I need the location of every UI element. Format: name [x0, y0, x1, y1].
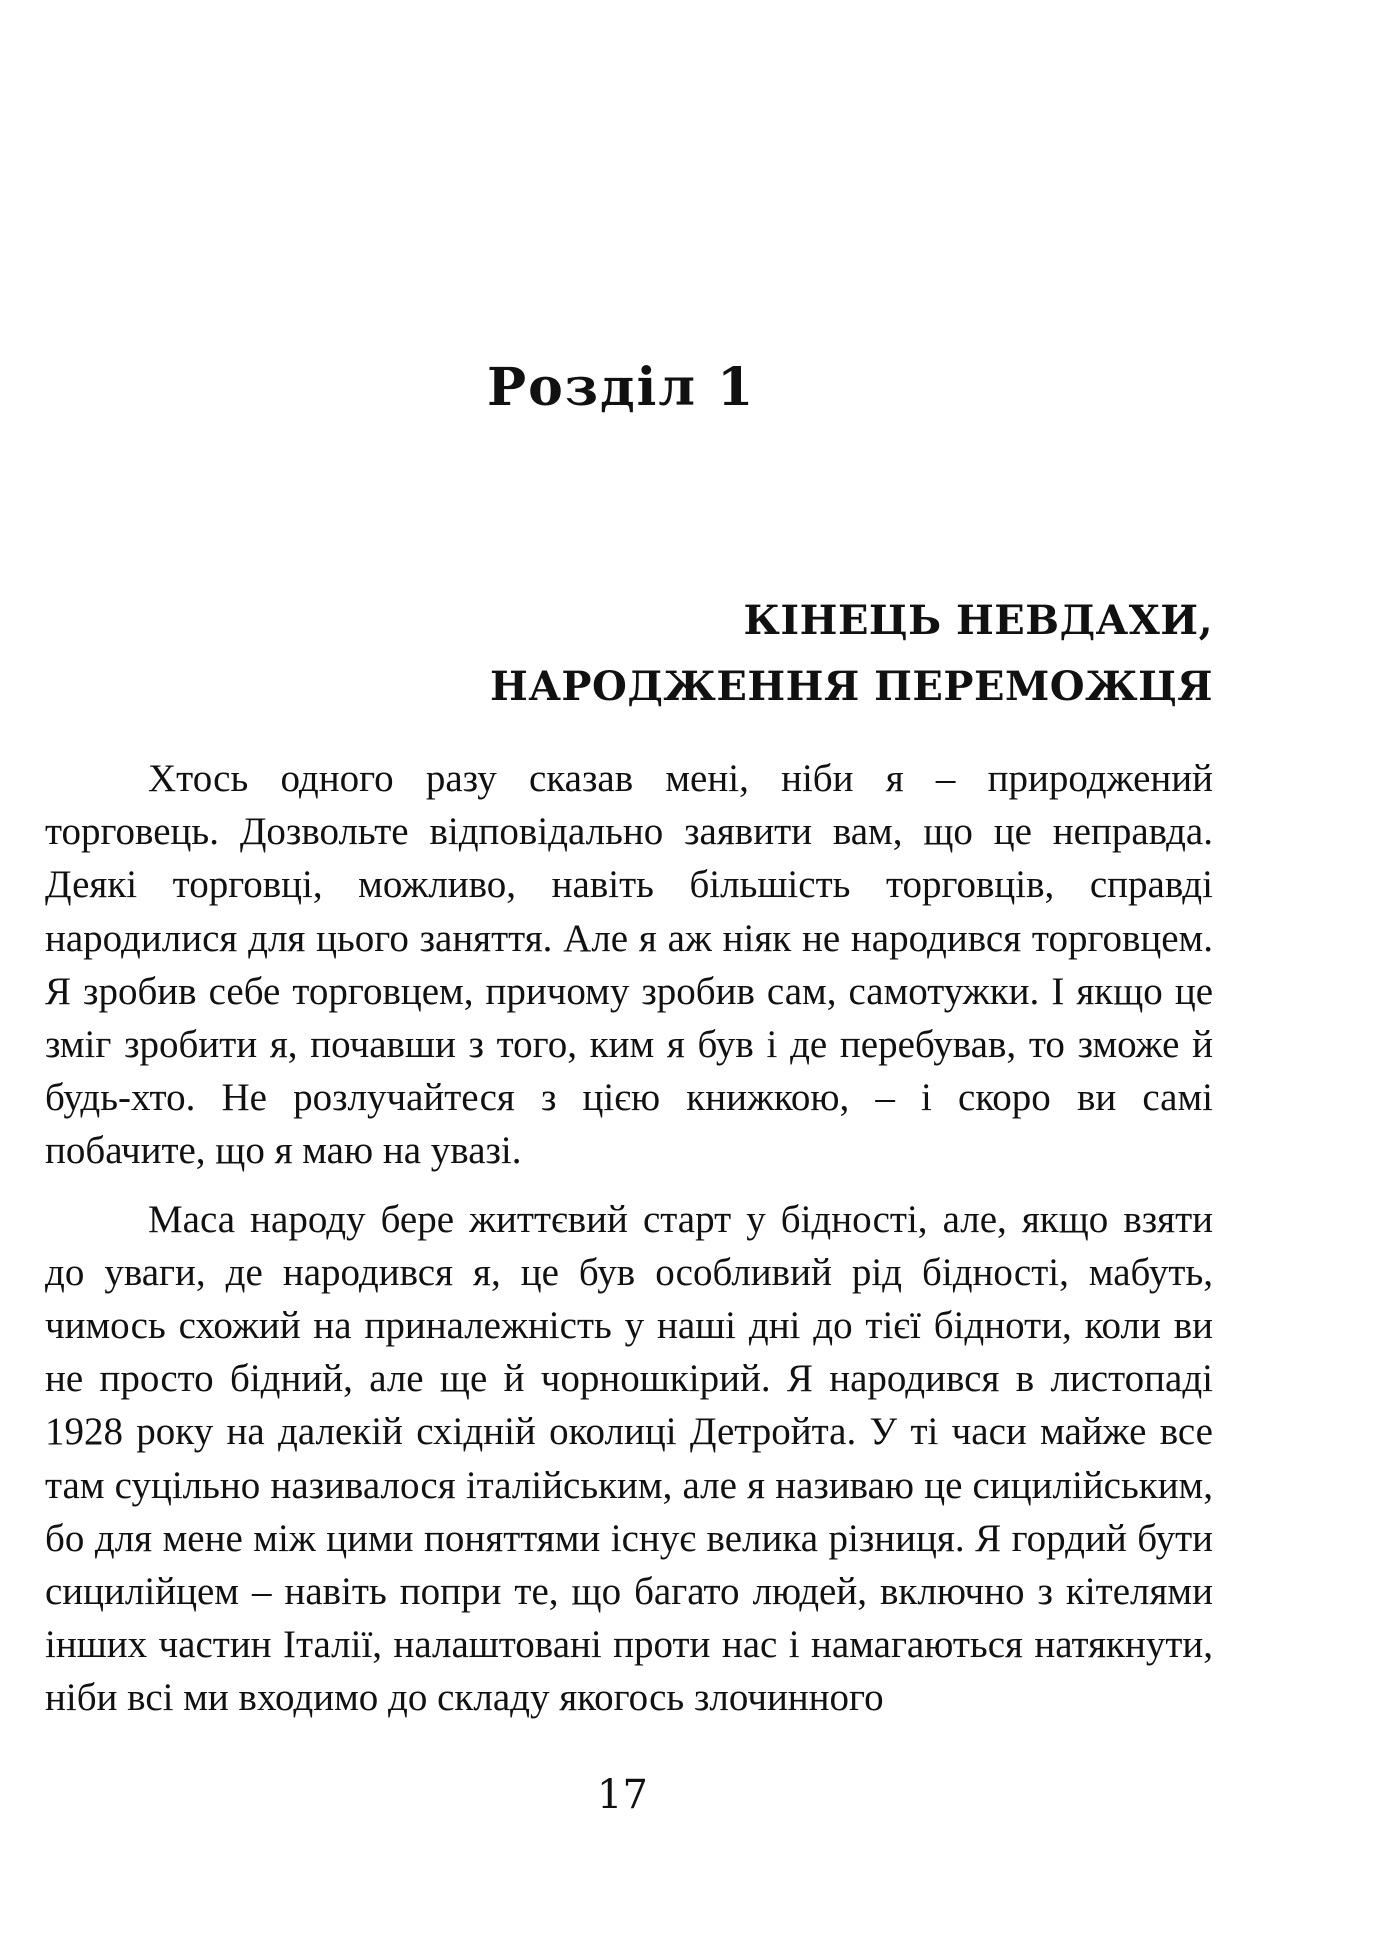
- chapter-title-line-1: КІНЕЦЬ НЕВДАХИ,: [743, 597, 1213, 644]
- chapter-title-line-2: НАРОДЖЕННЯ ПЕРЕМОЖЦЯ: [490, 663, 1213, 710]
- body-text: [45, 752, 1213, 1725]
- chapter-title: [490, 588, 1213, 720]
- paragraph: Хтось одного разу сказав мені, ніби я – природжений торговець. Дозвольте відповідально заявити вам, що це неправда. Деякі торговці, можливо, навіть більшість торговців, справді народилися для цього заняття. Але я аж ніяк не народився торговцем. Я зробив себе торговцем, причому зробив сам, самотужки. І якщо це зміг зробити я, почавши з того, ким я був і де перебував, то зможе й будь-хто. Не розлучайтеся з цією книжкою, – і скоро ви самі побачите, що я маю на увазі.: [45, 757, 1213, 1173]
- paragraph: Маса народу бере життєвий старт у бідності, але, якщо взяти до уваги, де народився я, це був особливий рід бідності, мабуть, чимось схожий на приналежність у наші дні до тієї бідноти, коли ви не просто бідний, але ще й чорношкірий. Я народився в листопаді 1928 року на далекій східній околиці Детройта. У ті часи майже все там суцільно називалося італійським, але я називаю це сицилійським, бо для мене між цими поняттями існує велика різниця. Я гордий бути сицилійцем – навіть попри те, що багато людей, включно з кітелями інших частин Італії, налаштовані проти нас і намагаються натякнути, ніби всі ми входимо до складу якогось злочинного: [45, 1197, 1213, 1720]
- chapter-label: Розділ 1: [487, 357, 756, 418]
- page-number: 17: [597, 1772, 648, 1818]
